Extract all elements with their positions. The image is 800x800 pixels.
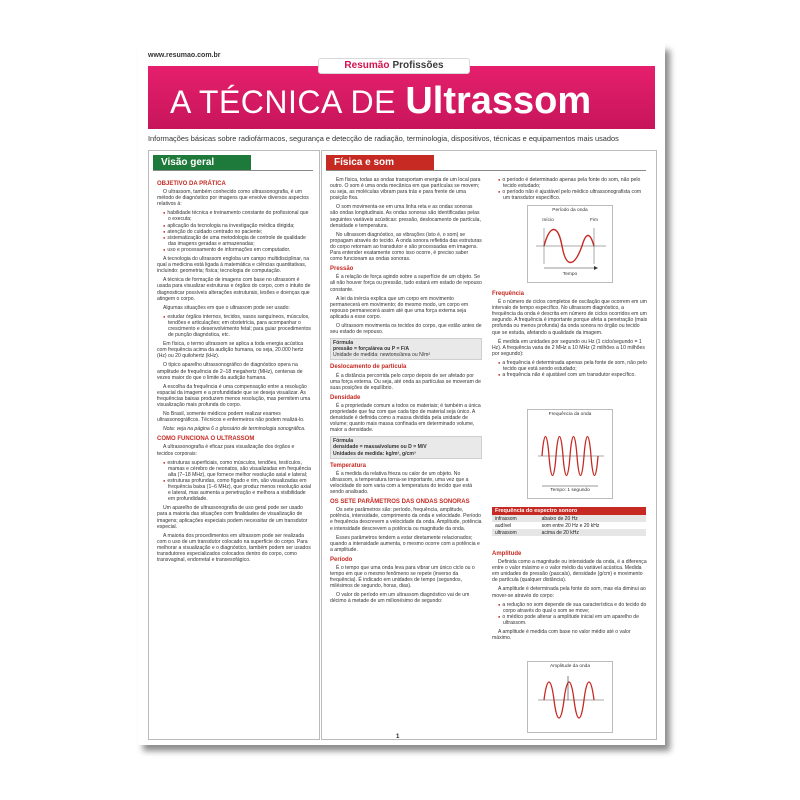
list-item: ● o médico pode alterar a amplitude inicial em um aparelho de ultrassom.: [498, 614, 648, 626]
fig2-axis-label: Tempo: 1 segundo: [550, 488, 590, 493]
paragraph: O típico aparelho ultrassonográfico de diagnóstico opera na amplitude de frequência de 2–18 megahertz (MHz), centenas de vezes maior do que o limite da audição humana.: [157, 362, 303, 381]
paragraph: Algumas situações em que o ultrassom pode ser usado:: [163, 304, 290, 311]
list-item: ● estudar órgãos internos, tecidos, vasos sanguíneos, músculos, tendões e articulações; em obstetrícia, para acompanhar o crescimento e desenvolvimento fetal; para guiar procedimentos de punção diagnóstica, etc.: [163, 314, 311, 338]
arrow-head: [594, 266, 598, 270]
freq-title: Frequência: [492, 291, 525, 297]
list-item: ● a frequência não é ajustável com um transdutor específico.: [498, 372, 648, 378]
list-item: ● a redução no som depende de sua característica e do tecido do corpo através do qual o som se move;: [498, 602, 648, 614]
desloc-title: Deslocamento de partícula: [330, 364, 407, 371]
periodo-list: [498, 177, 648, 201]
spectrum-title: Frequência do espectro sonoro: [492, 507, 646, 515]
fig1-end-label: Fim: [590, 218, 598, 223]
row-range: acima de 20 kHz: [539, 529, 646, 536]
row-range: abaixo de 20 Hz: [539, 515, 646, 522]
objetivo-list: [163, 210, 311, 253]
paragraph: Em física, o termo ultrassom se aplica a toda energia acústica com frequência acima da audição humana, ou seja, 20.000 hertz (Hz) ou 20 quilohertz (kHz).: [157, 341, 304, 360]
title-part1: A TÉCNICA DE: [170, 84, 406, 120]
paragraph: Definida como a magnitude ou intensidade da onda, é a diferença entre o valor máximo e o valor médio da variável acústica. Medida em unidades de pressão (pascals), densidade (g/cm) e movimento de partícula (qualquer distância).: [492, 559, 647, 584]
paragraph: A lei da inércia explica que um corpo em movimento permanecerá em movimento; do mesmo modo, um corpo em repouso permanecerá assim até que uma força externa seja aplicada a esse corpo.: [330, 295, 469, 320]
como-title: COMO FUNCIONA O ULTRASSOM: [157, 436, 255, 443]
row-range: som entre 20 Hz e 20 kHz: [541, 522, 600, 529]
brand-part1: Resumão: [344, 60, 390, 71]
row-name: infrassom: [492, 515, 539, 522]
sete-title: OS SETE PARÂMETROS DAS ONDAS SONORAS: [330, 499, 470, 506]
objetivo-intro: O ultrassom, também conhecido como ultrassonografia, é um método de diagnóstico por imagens que envolve diversos aspectos relativos à:: [157, 189, 309, 208]
title-part2: Ultrassom: [405, 80, 592, 122]
paragraph: A maioria dos procedimentos em ultrassom pode ser realizada com o uso de um transdutor colocado na superfície do corpo. Para melhorar a visualização e o diagnóstico, também podem ser usados transdutores especializados colocados dentro do corpo, como transvaginal, endorretal e transesofágico.: [157, 532, 311, 564]
formula-pressao: pressão = força/área ou P = F/A: [333, 346, 410, 353]
spectrum-table: [492, 507, 646, 536]
paragraph: No ultrassom diagnóstico, as vibrações (isto é, o som) se propagam através do tecido. A onda sonora refletida das estruturas do corpo retornam ao transdutor e são processadas em imagens. Para entender exatamente como isso ocorre, é preciso saber como funcionam as ondas sonoras.: [330, 231, 482, 263]
paragraph: Em física, todas as ondas transportam energia de um local para outro. O som é uma onda mecânica em que partículas se movem; ou seja, as moléculas vibram para trás e para frente de uma posição fixa.: [330, 177, 481, 202]
amp-list: [498, 602, 648, 626]
nota: Nota: veja na página 6 o glossário de terminologia sonográfica.: [163, 426, 306, 433]
figure-title: Frequência da onda: [548, 412, 592, 417]
list-item: ● o período não é ajustável pelo médico ultrassonografista com um transdutor específico.: [498, 189, 648, 201]
objetivo-title: OBJETIVO DA PRÁTICA: [157, 181, 226, 187]
formula-label: Fórmula: [333, 340, 354, 347]
paragraph: Os sete parâmetros são: período, frequência, amplitude, potência, intensidade, comprimento da onda e velocidade. Período e frequência descrevem a velocidade da onda. Amplitude, potência e intensidade descrevem a potência ou magnitude da onda.: [330, 507, 482, 532]
list-item: ● atenção do cuidado centrado no paciente;: [163, 229, 311, 235]
list-item: ● aplicação da tecnologia na investigação médica dirigida;: [163, 223, 311, 229]
paragraph: É medida em unidades por segundo ou Hz (1 ciclo/segundo = 1 Hz). A frequência varia de 2 MHz a 10 MHz (2 milhões a 10 milhões por segundo):: [492, 338, 645, 357]
list-item: ● sistematização de uma metodologia de controle de qualidade das imagens geradas e armazenadas;: [163, 235, 311, 247]
title-banner: [148, 66, 655, 129]
site-url: www.resumao.com.br: [148, 52, 221, 59]
list-item: ● estruturas profundas, como fígado e rim, são visualizadas em frequência baixa (1–6 MHz), que produz menos resolução axial e lateral, mas aumenta a penetração e melhora a visibilidade em profundidade.: [163, 478, 311, 502]
pressao-title: Pressão: [330, 266, 354, 273]
spectrum-rows: [492, 515, 646, 536]
row-name: audível: [495, 522, 512, 529]
figure-frequencia: [527, 409, 613, 499]
paragraph: É a relação de força agindo sobre a superfície de um objeto. Se ali não houver força ou pressão, tudo estará em estado de repouso constante.: [330, 274, 482, 293]
page-subtitle: Informações básicas sobre radiofármacos, segurança e detecção de radiação, terminologia, dispositivos, técnicas e equipamentos mais usados: [148, 134, 619, 143]
list-item: ● o período é determinado apenas pela fonte do som, não pelo tecido estudado;: [498, 177, 648, 189]
paragraph: A escolha da frequência é uma compensação entre a resolução espacial da imagem e a profundidade que se deseja visualizar. As frequências baixas produzem menos resolução, mas permitem uma visualização mais profunda do corpo.: [157, 383, 311, 408]
column-fisica-e-som: [321, 150, 657, 740]
dens-title: Densidade: [330, 394, 361, 401]
list-item: ● uso e processamento de informações em computador.: [163, 247, 311, 253]
periodo-title: Período: [330, 556, 353, 563]
fig1-axis-label: Tempo: [562, 272, 578, 277]
paragraph: Esses parâmetros tendem a estar diretamente relacionados; quando a intensidade aumenta, o mesmo ocorre com a potência e a amplitude.: [330, 534, 480, 553]
amplitude-wave-diagram: [528, 662, 612, 732]
visao-geral-text: [157, 177, 311, 735]
list-item: ● habilidade técnica e treinamento constante do profissional que o executa;: [163, 210, 311, 222]
section-heading-visao-geral: Visão geral: [153, 155, 251, 170]
paragraph: O valor do período em um ultrassom diagnóstico vai de um décimo à metade de um milionésimo de segundo:: [330, 592, 470, 605]
brand-logo: [318, 58, 470, 74]
row-name: ultrassom: [492, 529, 539, 536]
usos-list: [163, 314, 311, 338]
formula-box-densidade: [330, 436, 482, 458]
figure-amplitude: [527, 661, 613, 733]
paragraph: É o tempo que uma onda leva para vibrar um único ciclo ou o tempo em que o mesmo fenômeno se repete (inverso da frequência). É indicado em unidades de tempo (segundos, milésimos de segundo, horas, dias).: [330, 564, 475, 590]
formula-box-pressao: [330, 338, 482, 360]
brand-part2: Profissões: [392, 60, 444, 71]
paragraph: É a medida da relativa frieza ou calor de um objeto. No ultrassom, a temperatura torna-se importante, uma vez que a velocidade do som varia com a temperatura do tecido que está sendo analisado.: [330, 470, 473, 496]
table-row: [492, 529, 646, 536]
list-item: ● a frequência é determinada apenas pela fonte de som, não pelo tecido que está sendo estudado;: [498, 360, 648, 372]
paragraph: A tecnologia do ultrassom engloba um campo multidisciplinar, na qual a medicina está ligada à matemática e ciências quantitativas, incluindo: geometria; física; tecnologia de computação.: [157, 256, 310, 275]
product-sheet: [138, 44, 665, 745]
paragraph: A amplitude é determinada pela fonte do som, mas ela diminui ao mover-se através do corpo:: [492, 586, 646, 599]
section-heading-fisica: Física e som: [326, 155, 434, 170]
frequencia-wave-diagram: [528, 410, 612, 498]
table-row: [492, 522, 646, 529]
paragraph: Um aparelho de ultrassonografia de uso geral pode ser usado para a maioria das situações com finalidades de visualização de imagens; aplicações especiais podem necessitar de um transdutor especial.: [157, 505, 308, 530]
como-intro: A ultrassonografia é eficaz para visualização dos órgãos e tecidos corporais:: [157, 444, 295, 457]
paragraph: O ultrassom movimenta os tecidos do corpo, que estão antes de seu estado de repouso.: [330, 322, 482, 336]
paragraph: No Brasil, somente médicos podem realizar exames ultrassonográficos. Técnicos e enfermeiros não podem realizá-lo.: [157, 411, 305, 424]
figure-periodo: [527, 205, 613, 283]
formula-pressao-unit: Unidade de medida: newtons/área ou N/m²: [333, 352, 431, 359]
figure-title: Amplitude da onda: [549, 664, 590, 669]
paragraph: O som movimenta-se em uma linha reta e as ondas sonoras são ondas longitudinais. As ondas sonoras são identificadas pelas seguintes variáveis acústicas: pressão, deslocamento de partícula, densidade e temperatura.: [330, 204, 481, 229]
page-title: [170, 80, 591, 123]
fisica-text-left: [330, 177, 482, 732]
paragraph: É a distância percorrida pelo corpo depois de ser afetado por uma força externa. Ou seja, até onda as partículas se moveram de suas posições de equilíbrio.: [330, 372, 481, 391]
paragraph: A amplitude é medida com base no valor médio até o valor máximo.: [492, 629, 631, 642]
paragraph: É o número de ciclos completos de oscilação que ocorrem em um intervalo de tempo específico. No ultrassom diagnóstico, a frequência da onda é descrita em número de ciclos ocorridos em um segundo. A frequência é importante porque afeta a penetração (mais profunda ou menos profunda) da onda sonora no órgão ou tecido que se estuda, afetando a qualidade da imagem.: [492, 299, 648, 336]
list-item: ● estruturas superficiais, como músculos, tendões, testículos, mamas e cérebro de neonatos, são visualizadas em frequência alta (7–18 MHz), que fornece melhor resolução axial e lateral;: [163, 460, 311, 478]
amp-title: Amplitude: [492, 551, 522, 557]
formula-dens-unit: Unidades de medida: kg/m³, g/cm³: [333, 450, 416, 457]
fig1-start-label: Início: [542, 218, 554, 223]
paragraph: É a propriedade comum a todos os materiais; é também a única propriedade que faz com que cada tipo de material seja único. A densidade é definida como a massa dividida pela unidade de volume; quanto mais massa confinada em determinado volume, maior a densidade.: [330, 402, 481, 434]
table-row: [492, 515, 646, 522]
formula-label: Fórmula: [333, 438, 354, 445]
temp-title: Temperatura: [330, 462, 366, 469]
freq-list: [498, 360, 648, 378]
figure-title: Período da onda: [552, 208, 588, 213]
como-list: [163, 460, 311, 503]
amplitude-block: [492, 547, 648, 659]
formula-densidade: densidade = massa/volume ou D = M/V: [333, 444, 427, 451]
paragraph: A técnica de formação de imagens com base no ultrassom é usada para visualizar estruturas e órgãos do corpo, com o intuito de diagnosticar possíveis alterações estruturais, lesões e doenças que atingem o corpo.: [157, 277, 311, 302]
column-visao-geral: [148, 150, 320, 740]
page-number: 1: [396, 734, 400, 740]
